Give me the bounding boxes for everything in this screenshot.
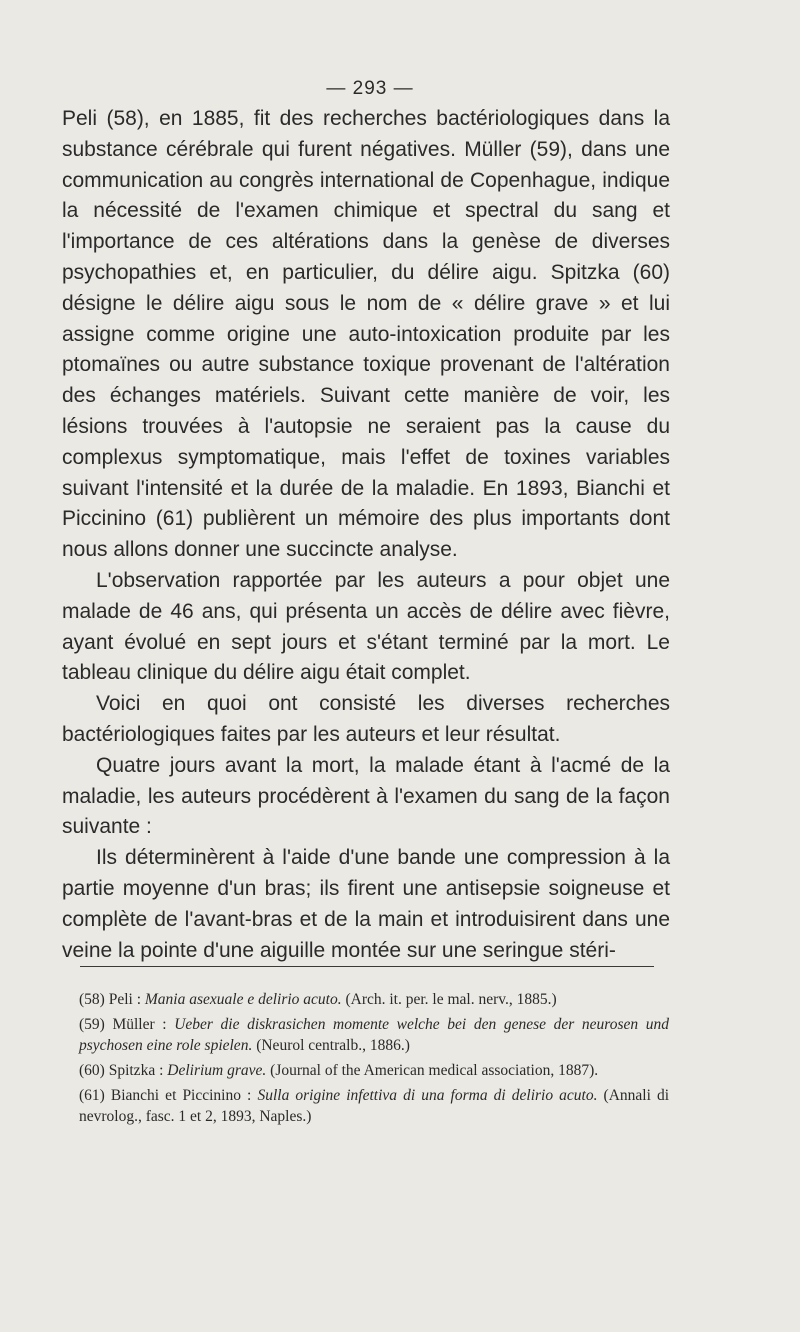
footnote-source: (Journal of the American medical association, 1887).	[270, 1062, 599, 1079]
paragraph-1: Peli (58), en 1885, fit des recherches bactériologiques dans la substance cérébrale qui furent négatives. Müller (59), dans une communication au congrès international de Copenhague, indique la nécessité de l'examen chimique et spectral du sang et l'importance de ces altérations dans la genèse de diverses psychopathies et, en particulier, du délire aigu. Spitzka (60) désigne le délire aigu sous le nom de « délire grave » et lui assigne comme origine une auto-intoxication produite par les ptomaïnes ou autre substance toxique provenant de l'altération des échanges matériels. Suivant cette manière de voir, les lésions trouvées à l'autopsie ne seraient pas la cause du complexus symptomatique, mais l'effet de toxines variables suivant l'intensité et la durée de la maladie. En 1893, Bianchi et Piccinino (61) publièrent un mémoire des plus importants dont nous allons donner une succincte analyse.	[62, 107, 670, 562]
footnote-author: Bianchi et Piccinino :	[110, 1087, 252, 1104]
footnote-number: (59)	[79, 1016, 105, 1033]
footnote-source: (Arch. it. per. le mal. nerv., 1885.)	[345, 991, 557, 1008]
footnote-61	[79, 1085, 669, 1127]
footnote-number: (58)	[79, 991, 105, 1008]
footnote-58	[79, 989, 669, 1010]
paragraph-5: Ils déterminèrent à l'aide d'une bande une compression à la partie moyenne d'un bras; ils firent une antisepsie soigneuse et complète de l'avant-bras et de la main et introduisirent dans une veine la pointe d'une aiguille montée sur une seringue stéri-	[62, 846, 670, 962]
footnote-title: Sulla origine infettiva di una forma di delirio acuto.	[257, 1087, 598, 1104]
footnote-divider	[80, 966, 654, 967]
body-text	[62, 104, 670, 966]
footnote-author: Müller :	[112, 1016, 167, 1033]
footnote-60	[79, 1060, 669, 1081]
footnote-author: Peli :	[108, 991, 141, 1008]
page-number: — 293 —	[326, 78, 414, 99]
footnote-author: Spitzka :	[108, 1062, 164, 1079]
footnote-number: (60)	[79, 1062, 105, 1079]
paragraph-4: Quatre jours avant la mort, la malade étant à l'acmé de la maladie, les auteurs procédèrent à l'examen du sang de la façon suivante :	[62, 753, 670, 839]
paragraph-3: Voici en quoi ont consisté les diverses recherches bactériologiques faites par les auteurs et leur résultat.	[62, 692, 670, 746]
paragraph-2: L'observation rapportée par les auteurs a pour objet une malade de 46 ans, qui présenta un accès de délire avec fièvre, ayant évolué en sept jours et s'étant terminé par la mort. Le tableau clinique du délire aigu était complet.	[62, 568, 670, 685]
footnote-59	[79, 1014, 669, 1056]
footnote-title: Mania asexuale e delirio acuto.	[144, 991, 342, 1008]
footnote-source: (Neurol centralb., 1886.)	[256, 1037, 410, 1054]
footnote-title: Ueber die diskrasichen momente welche bei den genese der neurosen und psychosen eine role spielen.	[79, 1016, 670, 1054]
footnotes	[79, 989, 669, 1131]
footnote-number: (61)	[79, 1087, 105, 1104]
footnote-source: (Annali di nevrolog., fasc. 1 et 2, 1893, Naples.)	[79, 1087, 670, 1125]
footnote-title: Delirium grave.	[167, 1062, 267, 1079]
